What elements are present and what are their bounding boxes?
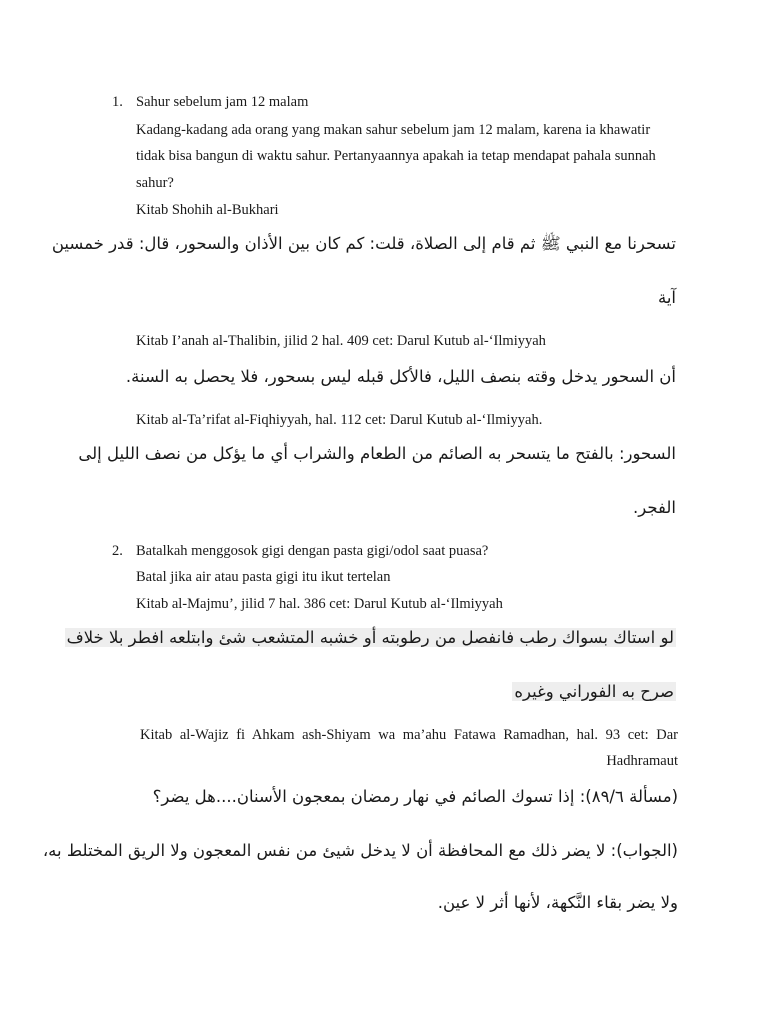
item-2-reference-majmu: Kitab al-Majmu’, jilid 7 hal. 386 cet: Darul Kutub al-‘Ilmiyyah xyxy=(136,596,503,612)
item-1-reference-bukhari: Kitab Shohih al-Bukhari xyxy=(136,202,279,218)
arabic-answer-wajiz-line-2: ولا يضر بقاء النَّكهة، لأنها أثر لا عين. xyxy=(437,893,678,912)
item-1-body-line-1: Kadang-kadang ada orang yang makan sahur sebelum jam 12 malam, karena ia khawatir xyxy=(136,122,651,138)
arabic-quote-tarifat-line-2: الفجر. xyxy=(633,498,676,517)
arabic-quote-ianah: أن السحور يدخل وقته بنصف الليل، فالأكل قبله ليس بسحور، فلا يحصل به السنة. xyxy=(125,367,676,386)
item-2-reference-wajiz-line-2: Hadhramaut xyxy=(606,753,678,769)
highlighted-text: صرح به الفوراني وغيره xyxy=(514,682,674,701)
item-1-title: Sahur sebelum jam 12 malam xyxy=(136,94,309,110)
item-2-answer: Batal jika air atau pasta gigi itu ikut tertelan xyxy=(136,569,391,585)
arabic-quote-bukhari-line-1: تسحرنا مع النبي ﷺ ثم قام إلى الصلاة، قلت: كم كان بين الأذان والسحور، قال: قدر خمسين xyxy=(51,234,676,253)
item-1-body-line-3: sahur? xyxy=(136,175,174,191)
list-number-2: 2. xyxy=(112,543,123,559)
item-1-reference-tarifat: Kitab al-Ta’rifat al-Fiqhiyyah, hal. 112 cet: Darul Kutub al-‘Ilmiyyah. xyxy=(136,412,543,428)
arabic-answer-wajiz-line-1: (الجواب): لا يضر ذلك مع المحافظة أن لا يدخل شيئ من نفس المعجون ولا الريق المختلط به، xyxy=(42,841,678,860)
item-1-body-line-2: tidak bisa bangun di waktu sahur. Pertanyaannya apakah ia tetap mendapat pahala sunnah xyxy=(136,148,656,164)
arabic-question-wajiz: (مسألة ٨٩/٦): إذا تسوك الصائم في نهار رمضان بمعجون الأسنان....هل يضر؟ xyxy=(152,787,678,806)
list-number-1: 1. xyxy=(112,94,123,110)
arabic-quote-bukhari-line-2: آية xyxy=(657,288,676,307)
item-2-reference-wajiz-line-1: Kitab al-Wajiz fi Ahkam ash-Shiyam wa ma’ahu Fatawa Ramadhan, hal. 93 cet: Dar xyxy=(140,727,678,743)
arabic-quote-majmu-line-2 xyxy=(512,679,676,705)
arabic-quote-majmu-line-1 xyxy=(65,625,676,651)
arabic-quote-tarifat-line-1: السحور: بالفتح ما يتسحر به الصائم من الطعام والشراب أي ما يؤكل من نصف الليل إلى xyxy=(78,444,676,463)
highlighted-text: لو استاك بسواك رطب فانفصل من رطوبته أو خشبه المتشعب شئ وابتلعه افطر بلا خلاف xyxy=(66,628,674,647)
item-1-reference-ianah: Kitab I’anah al-Thalibin, jilid 2 hal. 409 cet: Darul Kutub al-‘Ilmiyyah xyxy=(136,333,546,349)
item-2-title: Batalkah menggosok gigi dengan pasta gigi/odol saat puasa? xyxy=(136,543,489,559)
